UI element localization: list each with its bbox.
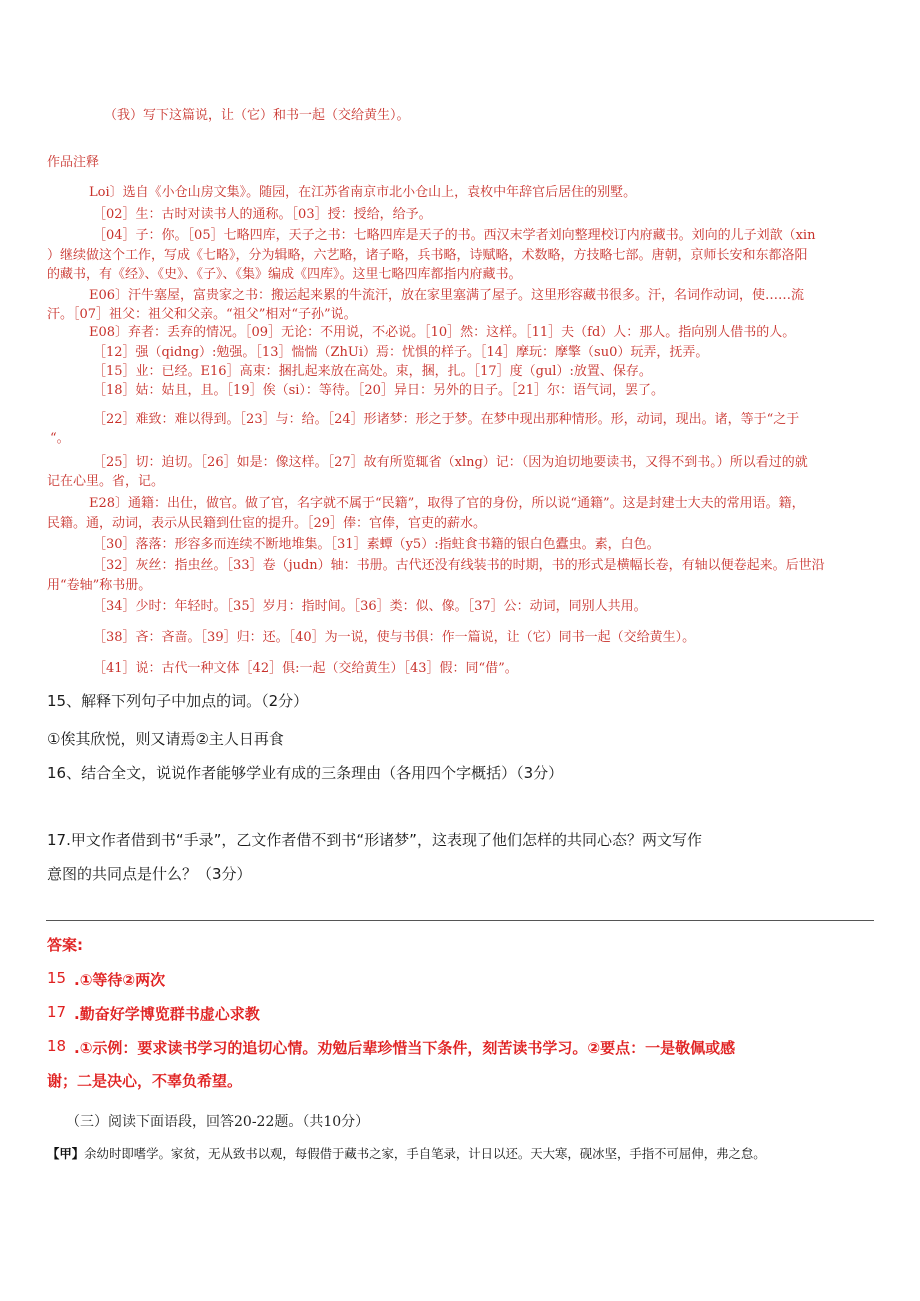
note-line: ［12］强（qidng）:勉强。［13］惴惴（ZhUi）焉：忧惧的样子。［14］摩玩：摩擎（su0）玩弄，抚弄。	[93, 345, 709, 360]
answer-16: .勤奋好学博览群书虚心求教	[74, 1005, 260, 1023]
answer-15: .①等待②两次	[74, 971, 166, 989]
note-line: E28〕通籍：出仕，做官。做了官，名字就不属于“民籍”，取得了官的身份，所以说“通籍”。这是封建士大夫的常用语。籍，	[89, 496, 805, 511]
note-line: E06〕汗牛塞屋，富贵家之书：搬运起来累的牛流汗，放在家里塞满了屋子。这里形容藏书很多。汗，名词作动词，使……流	[89, 288, 805, 303]
note-line: ［32］灰丝：指虫丝。［33］卷（judn）轴：书册。古代还没有线装书的时期，书的形式是横幅长卷，有轴以便卷起来。后世沿	[93, 558, 825, 573]
note-line: ［18］姑：姑且，且。［19］俟（si）：等待。［20］异日：另外的日子。［21］尔：语气词，罢了。	[93, 383, 664, 398]
note-line: 记在心里。省，记。	[47, 474, 165, 489]
note-line: ）继续做这个工作，写成《七略》，分为辑略，六艺略，诸子略，兵书略，诗赋略，术数略，方技略七部。唐朝，京师长安和东都洛阳	[47, 248, 808, 263]
note-line: “。	[50, 431, 70, 446]
note-line: Loi〕选自《小仓山房文集》。随园，在江苏省南京市北小仓山上，袁枚中年辞官后居住的别墅。	[89, 185, 637, 200]
note-line: ［25］切：迫切。［26］如是：像这样。［27］故有所览辄省（xlng）记：（因为迫切地要读书，又得不到书。）所以看过的就	[93, 455, 808, 470]
note-line: ［22］难致：难以得到。［23］与：给。［24］形诸梦：形之于梦。在梦中现出那种情形。形，动词，现出。诸，等于“之于	[93, 412, 800, 427]
section-3-title: （三）阅读下面语段，回答20-22题。（共10分）	[66, 1114, 370, 1130]
answer-16-number: 17	[47, 1003, 67, 1021]
answers-heading: 答案:	[47, 936, 83, 954]
note-line: ［38］吝：吝啬。［39］归：还。［40］为一说，使与书俱：作一篇说，让（它）同书一起（交给黄生）。	[93, 630, 696, 645]
section-divider	[46, 920, 874, 921]
note-line: ［02］生：古时对读书人的通称。［03］授：授给，给予。	[93, 207, 432, 222]
top-line: （我）写下这篇说，让（它）和书一起（交给黄生）。	[104, 108, 410, 123]
note-line: ［15］业：已经。E16］高束：捆扎起来放在高处。束，捆，扎。［17］度（gul）:放置、保存。	[93, 364, 652, 379]
answer-17-line1: .①示例：要求读书学习的追切心情。劝勉后辈珍惜当下条件，刻苦读书学习。②要点：一是敬佩或感	[74, 1039, 736, 1057]
passage-jia-label: 【甲】	[47, 1146, 85, 1161]
note-line: E08〕弃者：丢弃的情况。［09］无论：不用说，不必说。［10］然：这样。［11］夫（fd）人：那人。指向别人借书的人。	[89, 325, 796, 340]
question-16: 16、结合全文，说说作者能够学业有成的三条理由（各用四个字概括）（3分）	[47, 764, 564, 782]
note-line: 民籍。通，动词，表示从民籍到仕宦的提升。［29］俸：官俸，官吏的薪水。	[47, 516, 487, 531]
answer-17-number: 18	[47, 1037, 67, 1055]
passage-jia-text: 余幼时即嗜学。家贫，无从致书以观，每假借于藏书之家，手自笔录，计日以还。天大寒，砚冰坚，手指不可屈伸，弗之怠。	[84, 1146, 766, 1161]
note-line: 汗。［07］祖父：祖父和父亲。“祖父”相对“子孙”说。	[47, 307, 357, 322]
question-17-line2: 意图的共同点是什么？（3分）	[47, 865, 252, 883]
note-line: 用“卷轴”称书册。	[47, 578, 152, 593]
note-line: 的藏书，有《经》、《史》、《子》、《集》编成《四库》。这里七略四库都指内府藏书。	[47, 267, 522, 282]
passage-jia	[47, 1144, 766, 1162]
note-line: ［30］落落：形容多而连续不断地堆集。［31］素蟫（y5）:指蛀食书籍的银白色蠹虫。素，白色。	[93, 537, 660, 552]
note-line: ［41］说：古代一种文体［42］俱:一起（交给黄生）［43］假：同“借”。	[93, 661, 518, 676]
question-17-line1: 17.甲文作者借到书“手录”，乙文作者借不到书“形诸梦”，这表现了他们怎样的共同心态？两文写作	[47, 831, 702, 849]
answer-15-number: 15	[47, 969, 67, 987]
notes-heading: 作品注释	[47, 155, 100, 170]
note-line: ［34］少时：年轻时。［35］岁月：指时间。［36］类：似、像。［37］公：动词，同别人共用。	[93, 599, 647, 614]
answer-17-line2: 谢；二是决心，不辜负希望。	[47, 1072, 243, 1090]
question-15: 15、解释下列句子中加点的词。（2分）	[47, 692, 309, 710]
question-15-sentences: ①俟其欣悦，则又请焉②主人日再食	[47, 730, 284, 748]
note-line: ［04］子：你。［05］七略四库，天子之书：七略四库是天子的书。西汉末学者刘向整理校订内府藏书。刘向的儿子刘歆（xin	[93, 228, 816, 243]
